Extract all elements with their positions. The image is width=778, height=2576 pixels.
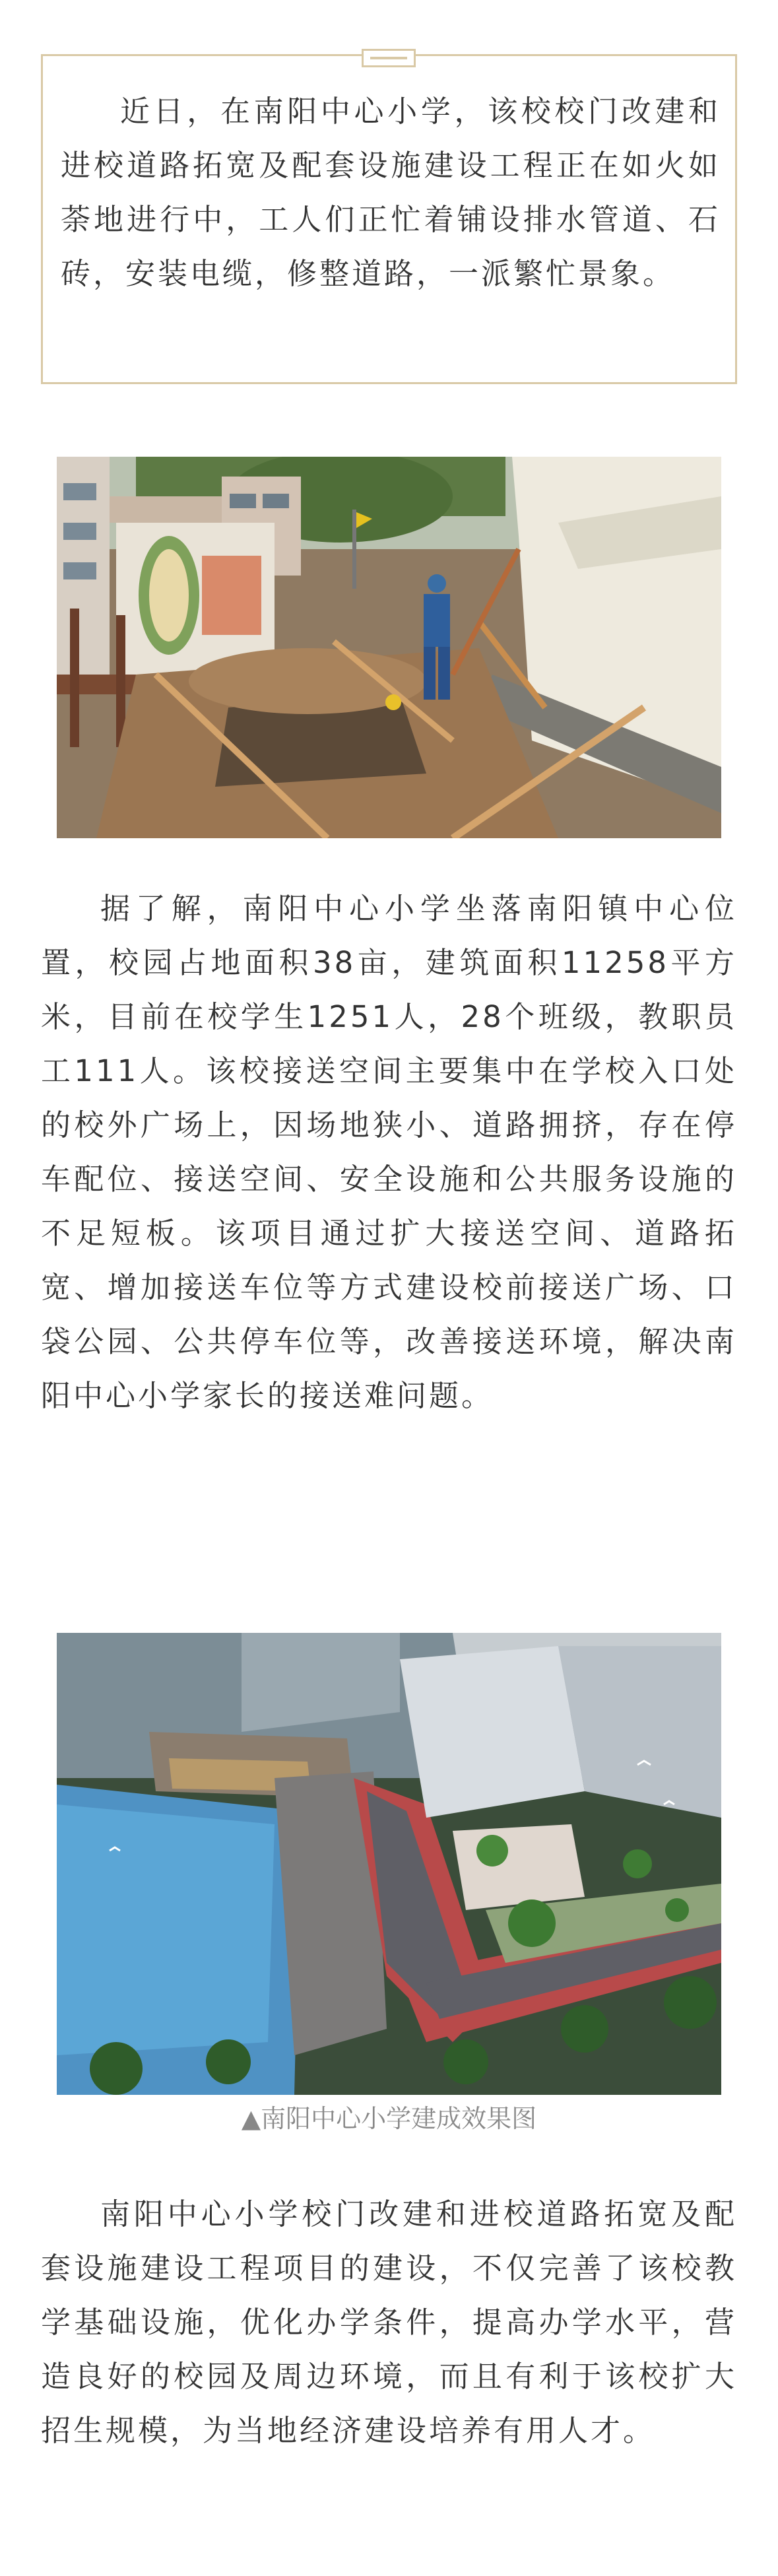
rendering-caption: ▲南阳中心小学建成效果图: [241, 2104, 537, 2133]
intro-paragraph: 近日，在南阳中心小学，该校校门改建和进校道路拓宽及配套设施建设工程正在如火如荼地进行中，工人们正忙着铺设排水管道、石砖，安装电缆，修整道路，一派繁忙景象。: [61, 94, 721, 291]
frame-tab-ornament: [362, 49, 416, 67]
school-rendering-image: [57, 1633, 721, 2095]
closing-paragraph: 南阳中心小学校门改建和进校道路拓宽及配套设施建设工程项目的建设，不仅完善了该校教学基础设施，优化办学条件，提高办学水平，营造良好的校园及周边环境，而且有利于该校扩大招生规模，为当地经济建设培养有用人才。: [41, 2196, 737, 2448]
construction-site-photo: [57, 457, 721, 838]
school-info-paragraph: 据了解，南阳中心小学坐落南阳镇中心位置，校园占地面积38亩，建筑面积11258平方米，目前在校学生1251人，28个班级，教职员工111人。该校接送空间主要集中在学校入口处的校外广场上，因场地狭小、道路拥挤，存在停车配位、接送空间、安全设施和公共服务设施的不足短板。该项目通过扩大接送空间、道路拓宽、增加接送车位等方式建设校前接送广场、口袋公园、公共停车位等，改善接送环境，解决南阳中心小学家长的接送难问题。: [41, 891, 737, 1413]
